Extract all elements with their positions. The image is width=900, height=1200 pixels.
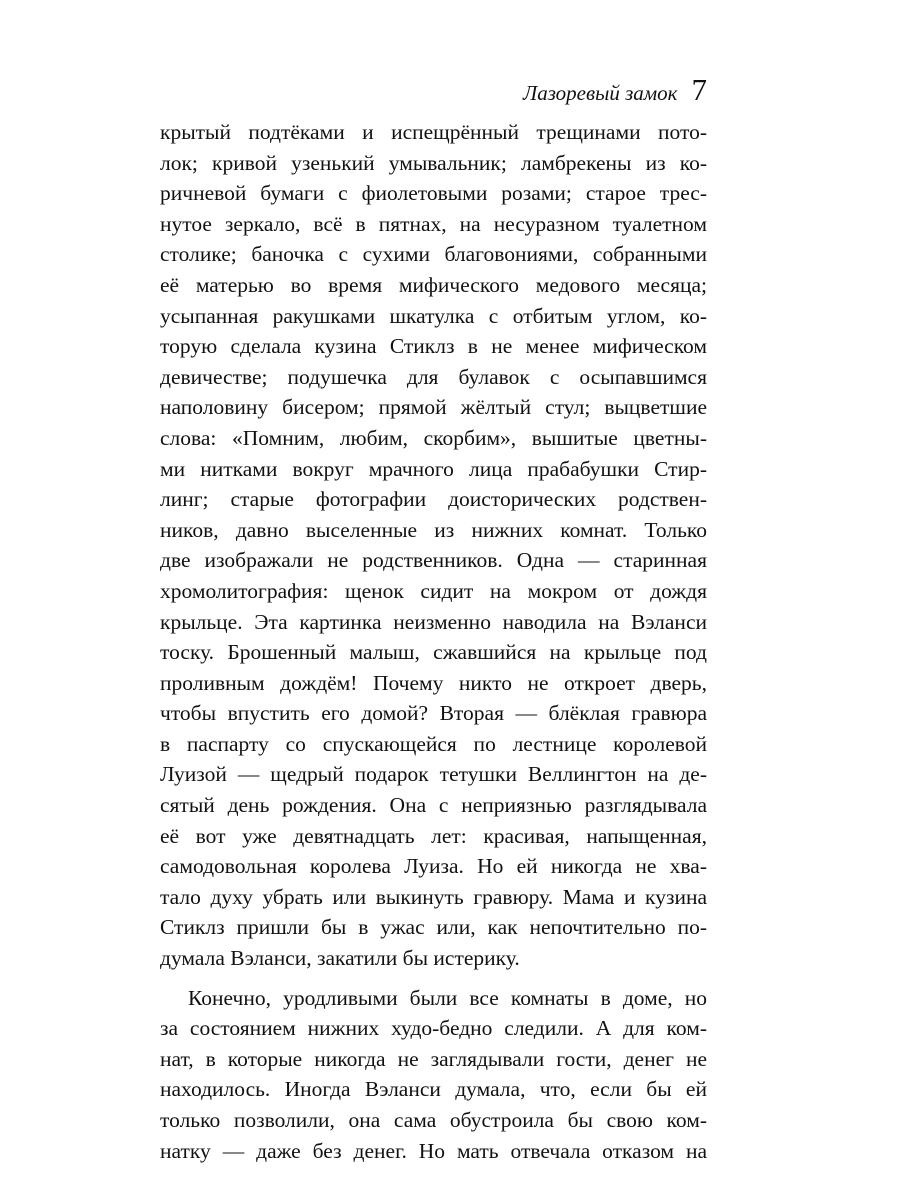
text-line: её матерью во время мифического медового месяца; <box>160 272 707 297</box>
text-line: ми нитками вокруг мрачного лица прабабушки Стир- <box>160 456 707 481</box>
text-line: линг; старые фотографии доисторических родствен- <box>160 487 707 512</box>
text-line: столике; баночка с сухими благовониями, собранными <box>160 242 707 267</box>
page-number: 7 <box>691 72 707 107</box>
text-line: две изображали не родственников. Одна — старинная <box>160 548 707 573</box>
text-line: слова: «Помним, любим, скорбим», вышитые цветны- <box>160 425 707 450</box>
text-line: в паспарту со спускающейся по лестнице королевой <box>160 731 707 756</box>
text-line: Конечно, уродливыми были все комнаты в доме, но <box>188 985 707 1010</box>
text-line: лок; кривой узенький умывальник; ламбрекены из ко- <box>160 150 707 175</box>
text-line: тоску. Брошенный малыш, сжавшийся на крыльце под <box>160 640 707 665</box>
text-line: самодовольная королева Луиза. Но ей никогда не хва- <box>160 854 707 879</box>
text-line: ников, давно выселенные из нижних комнат. Только <box>160 517 707 542</box>
text-line: Стиклз пришли бы в ужас или, как непочтительно по- <box>160 915 707 940</box>
text-line: думала Вэланси, закатили бы истерику. <box>160 946 520 971</box>
text-line: крытый подтёками и испещрённый трещинами пото- <box>160 120 707 144</box>
text-line: проливным дождём! Почему никто не откроет дверь, <box>160 670 707 695</box>
text-line: наполовину бисером; прямой жёлтый стул; выцветшие <box>160 395 707 420</box>
text-line: находилось. Иногда Вэланси думала, что, если бы ей <box>160 1077 707 1102</box>
text-line: только позволили, она сама обустроила бы свою ком- <box>160 1108 707 1132</box>
text-line: нутое зеркало, всё в пятнах, на несуразном туалетном <box>160 211 707 236</box>
text-line: сятый день рождения. Она с неприязнью разглядывала <box>160 793 707 818</box>
running-title: Лазоревый замок <box>523 81 678 105</box>
body-text <box>160 117 707 1166</box>
text-line: девичестве; подушечка для булавок с осыпавшимся <box>160 364 707 389</box>
running-head <box>160 72 707 112</box>
text-line: ричневой бумаги с фиолетовыми розами; старое трес- <box>160 181 707 206</box>
paragraph-2 <box>160 983 707 1167</box>
text-line: усыпанная ракушками шкатулка с отбитым углом, ко- <box>160 303 707 328</box>
text-line: её вот уже девятнадцать лет: красивая, напыщенная, <box>160 823 707 848</box>
text-line: хромолитография: щенок сидит на мокром от дождя <box>160 578 707 603</box>
text-line: чтобы впустить его домой? Вторая — блёклая гравюра <box>160 701 707 726</box>
text-line: нат, в которые никогда не заглядывали гости, денег не <box>160 1046 707 1071</box>
text-line: крыльце. Эта картинка неизменно наводила на Вэланси <box>160 609 707 634</box>
text-line: тало духу убрать или выкинуть гравюру. Мама и кузина <box>160 884 707 909</box>
text-line: торую сделала кузина Стиклз в не менее мифическом <box>160 334 707 359</box>
text-line: натку — даже без денег. Но мать отвечала отказом на <box>160 1138 707 1163</box>
paragraph-1 <box>160 117 707 974</box>
text-line: за состоянием нижних худо-бедно следили. А для ком- <box>160 1016 707 1041</box>
text-line: Луизой — щедрый подарок тетушки Веллингтон на де- <box>160 762 707 787</box>
